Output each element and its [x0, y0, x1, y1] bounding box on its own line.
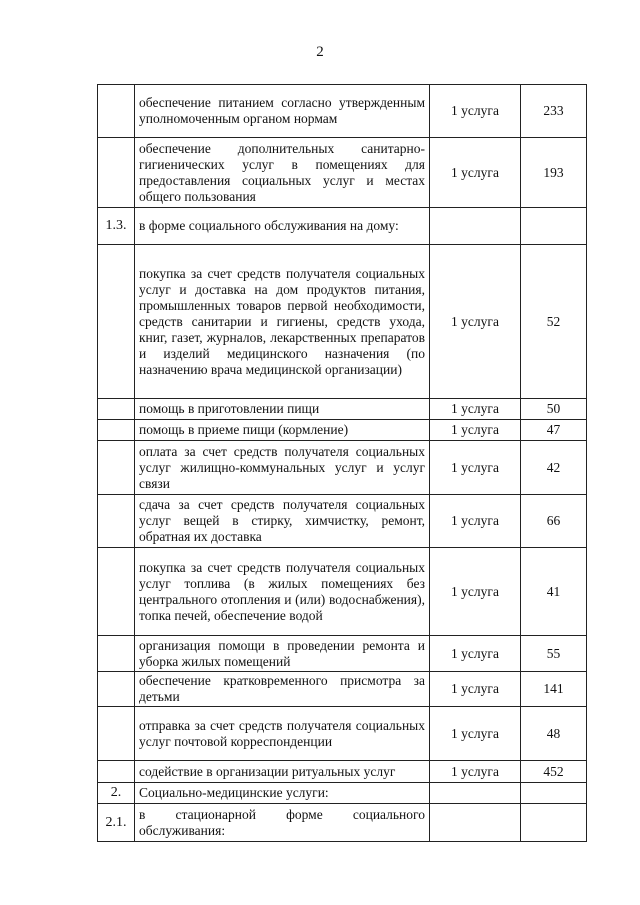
- row-number: [98, 548, 135, 636]
- service-name: обеспечение дополнительных санитарно-гигиенических услуг в помещениях для предоставления социальных услуг и местах общего пользования: [135, 138, 430, 208]
- row-number: [98, 636, 135, 672]
- service-unit: 1 услуга: [430, 636, 521, 672]
- services-price-table: [97, 84, 587, 842]
- row-number: [98, 441, 135, 495]
- table-row: [98, 761, 587, 783]
- table-row: [98, 672, 587, 707]
- row-number: [98, 707, 135, 761]
- service-price: 193: [521, 138, 587, 208]
- row-number: [98, 138, 135, 208]
- row-number: [98, 245, 135, 399]
- table-row: [98, 636, 587, 672]
- service-name: оплата за счет средств получателя социальных услуг жилищно-коммунальных услуг и услуг связи: [135, 441, 430, 495]
- service-price: [521, 804, 587, 842]
- table-row: [98, 548, 587, 636]
- row-number: [98, 85, 135, 138]
- table-row: [98, 783, 587, 804]
- service-unit: 1 услуга: [430, 672, 521, 707]
- service-name: организация помощи в проведении ремонта и уборка жилых помещений: [135, 636, 430, 672]
- service-price: 48: [521, 707, 587, 761]
- row-number: 2.: [98, 783, 135, 804]
- service-unit: [430, 208, 521, 245]
- table-row: [98, 138, 587, 208]
- table-row: [98, 208, 587, 245]
- page-number: 2: [316, 44, 324, 60]
- service-name: обеспечение кратковременного присмотра за детьми: [135, 672, 430, 707]
- row-number: [98, 420, 135, 441]
- table-row: [98, 399, 587, 420]
- table-row: [98, 245, 587, 399]
- service-price: 233: [521, 85, 587, 138]
- service-name: покупка за счет средств получателя социальных услуг топлива (в жилых помещениях без центрального отопления и (или) водоснабжения), топка печей, обеспечение водой: [135, 548, 430, 636]
- service-unit: [430, 804, 521, 842]
- service-price: 52: [521, 245, 587, 399]
- service-unit: 1 услуга: [430, 245, 521, 399]
- service-price: 141: [521, 672, 587, 707]
- row-number: [98, 761, 135, 783]
- section-title: в форме социального обслуживания на дому:: [135, 208, 430, 245]
- table-row: [98, 85, 587, 138]
- table-row: [98, 441, 587, 495]
- service-name: помощь в приеме пищи (кормление): [135, 420, 430, 441]
- section-title: Социально-медицинские услуги:: [135, 783, 430, 804]
- service-price: [521, 783, 587, 804]
- service-price: 66: [521, 495, 587, 548]
- row-number: [98, 399, 135, 420]
- service-unit: 1 услуга: [430, 399, 521, 420]
- service-unit: 1 услуга: [430, 548, 521, 636]
- service-unit: 1 услуга: [430, 441, 521, 495]
- service-name: обеспечение питанием согласно утвержденным уполномоченным органом нормам: [135, 85, 430, 138]
- service-unit: 1 услуга: [430, 495, 521, 548]
- service-unit: 1 услуга: [430, 761, 521, 783]
- service-unit: 1 услуга: [430, 420, 521, 441]
- service-price: 41: [521, 548, 587, 636]
- service-name: помощь в приготовлении пищи: [135, 399, 430, 420]
- table-row: [98, 495, 587, 548]
- service-unit: 1 услуга: [430, 707, 521, 761]
- service-price: 50: [521, 399, 587, 420]
- service-unit: [430, 783, 521, 804]
- service-price: 47: [521, 420, 587, 441]
- section-title: в стационарной форме социального обслуживания:: [135, 804, 430, 842]
- service-price: 55: [521, 636, 587, 672]
- row-number: [98, 495, 135, 548]
- service-price: 452: [521, 761, 587, 783]
- service-price: 42: [521, 441, 587, 495]
- service-unit: 1 услуга: [430, 85, 521, 138]
- table-row: [98, 707, 587, 761]
- table-row: [98, 804, 587, 842]
- row-number: 2.1.: [98, 804, 135, 842]
- row-number: 1.3.: [98, 208, 135, 245]
- service-price: [521, 208, 587, 245]
- table-row: [98, 420, 587, 441]
- row-number: [98, 672, 135, 707]
- service-unit: 1 услуга: [430, 138, 521, 208]
- service-name: покупка за счет средств получателя социальных услуг и доставка на дом продуктов питания, промышленных товаров первой необходимости, средств санитарии и гигиены, средств ухода, книг, газет, журналов, лекарственных препаратов и изделий медицинского назначения (по назначению врача медицинской организации): [135, 245, 430, 399]
- service-name: отправка за счет средств получателя социальных услуг почтовой корреспонденции: [135, 707, 430, 761]
- service-name: содействие в организации ритуальных услуг: [135, 761, 430, 783]
- service-name: сдача за счет средств получателя социальных услуг вещей в стирку, химчистку, ремонт, обратная их доставка: [135, 495, 430, 548]
